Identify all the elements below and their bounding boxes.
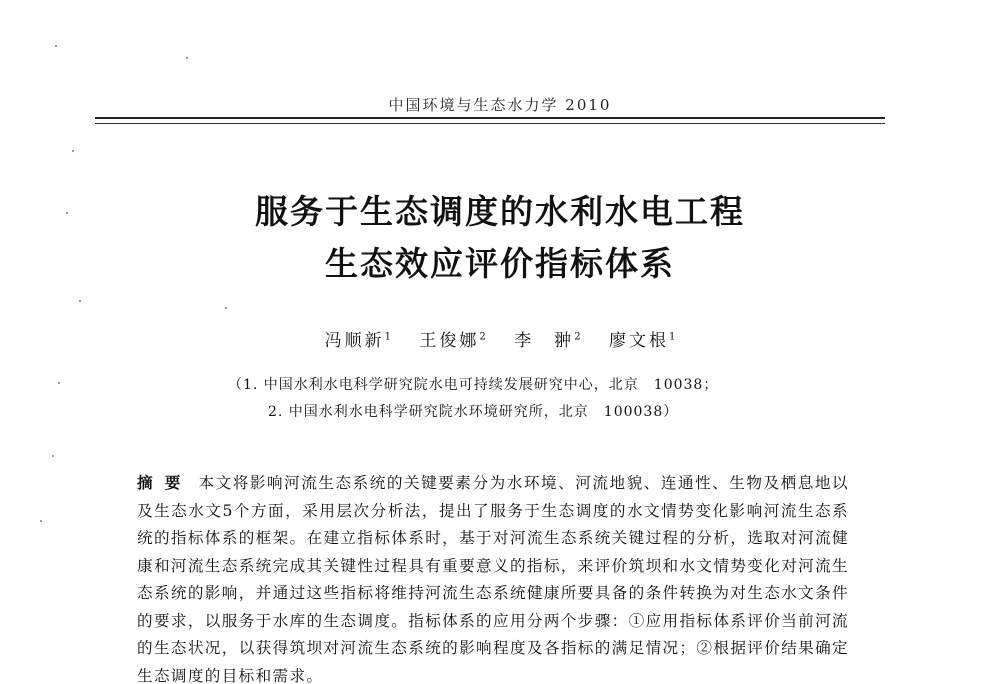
abstract xyxy=(137,470,849,684)
scan-speck xyxy=(55,45,57,47)
header-rule-thick xyxy=(95,117,885,119)
author xyxy=(419,326,485,351)
author-list xyxy=(0,326,1000,351)
header-rule-thin xyxy=(95,123,885,124)
author-name: 李 翀 xyxy=(514,331,575,351)
paper-title-line-2: 生态效应评价指标体系 xyxy=(325,244,675,283)
abstract-label: 摘要 xyxy=(137,474,193,492)
author xyxy=(325,326,391,351)
author xyxy=(514,326,580,351)
author-name: 廖文根 xyxy=(608,331,669,351)
scan-speck xyxy=(72,150,74,152)
author-affiliation-mark: 2 xyxy=(479,331,486,343)
author xyxy=(609,326,675,351)
scan-speck xyxy=(58,382,60,384)
author-affiliation-mark: 1 xyxy=(384,331,392,343)
paper-title-line-1: 服务于生态调度的水利水电工程 xyxy=(255,192,745,231)
running-header: 中国环境与生态水力学 2010 xyxy=(388,96,612,114)
author-name: 王俊娜 xyxy=(419,331,480,351)
scan-speck xyxy=(225,307,227,309)
scan-speck xyxy=(52,455,54,457)
author-affiliation-mark: 2 xyxy=(574,331,581,343)
affiliation-line-1: （1. 中国水利水电科学研究院水电可持续发展研究中心，北京 10038； xyxy=(228,377,719,393)
scan-speck xyxy=(40,520,42,522)
scan-speck xyxy=(79,300,81,302)
author-name: 冯顺新 xyxy=(324,331,385,351)
affiliation-line-2: 2. 中国水利水电科学研究院水环境研究所，北京 100038） xyxy=(268,404,679,420)
scan-speck xyxy=(186,57,188,59)
abstract-text: 本文将影响河流生态系统的关键要素分为水环境、河流地貌、连通性、生物及栖息地以及生态水文5个方面，采用层次分析法，提出了服务于生态调度的水文情势变化影响河流生态系统的指标体系的框架。在建立指标体系时，基于对河流生态系统关键过程的分析，选取对河流健康和河流生态系统完成其关键性过程具有重要意义的指标，来评价筑坝和水文情势变化对河流生态系统的影响，并通过这些指标将维持河流生态系统健康所要具备的条件转换为对生态水文条件的要求，以服务于水库的生态调度。指标体系的应用分两个步骤：①应用指标体系评价当前河流的生态状况，以获得筑坝对河流生态系统的影响程度及各指标的满足情况；②根据评价结果确定生态调度的目标和需求。 xyxy=(137,474,849,684)
author-affiliation-mark: 1 xyxy=(668,331,676,343)
